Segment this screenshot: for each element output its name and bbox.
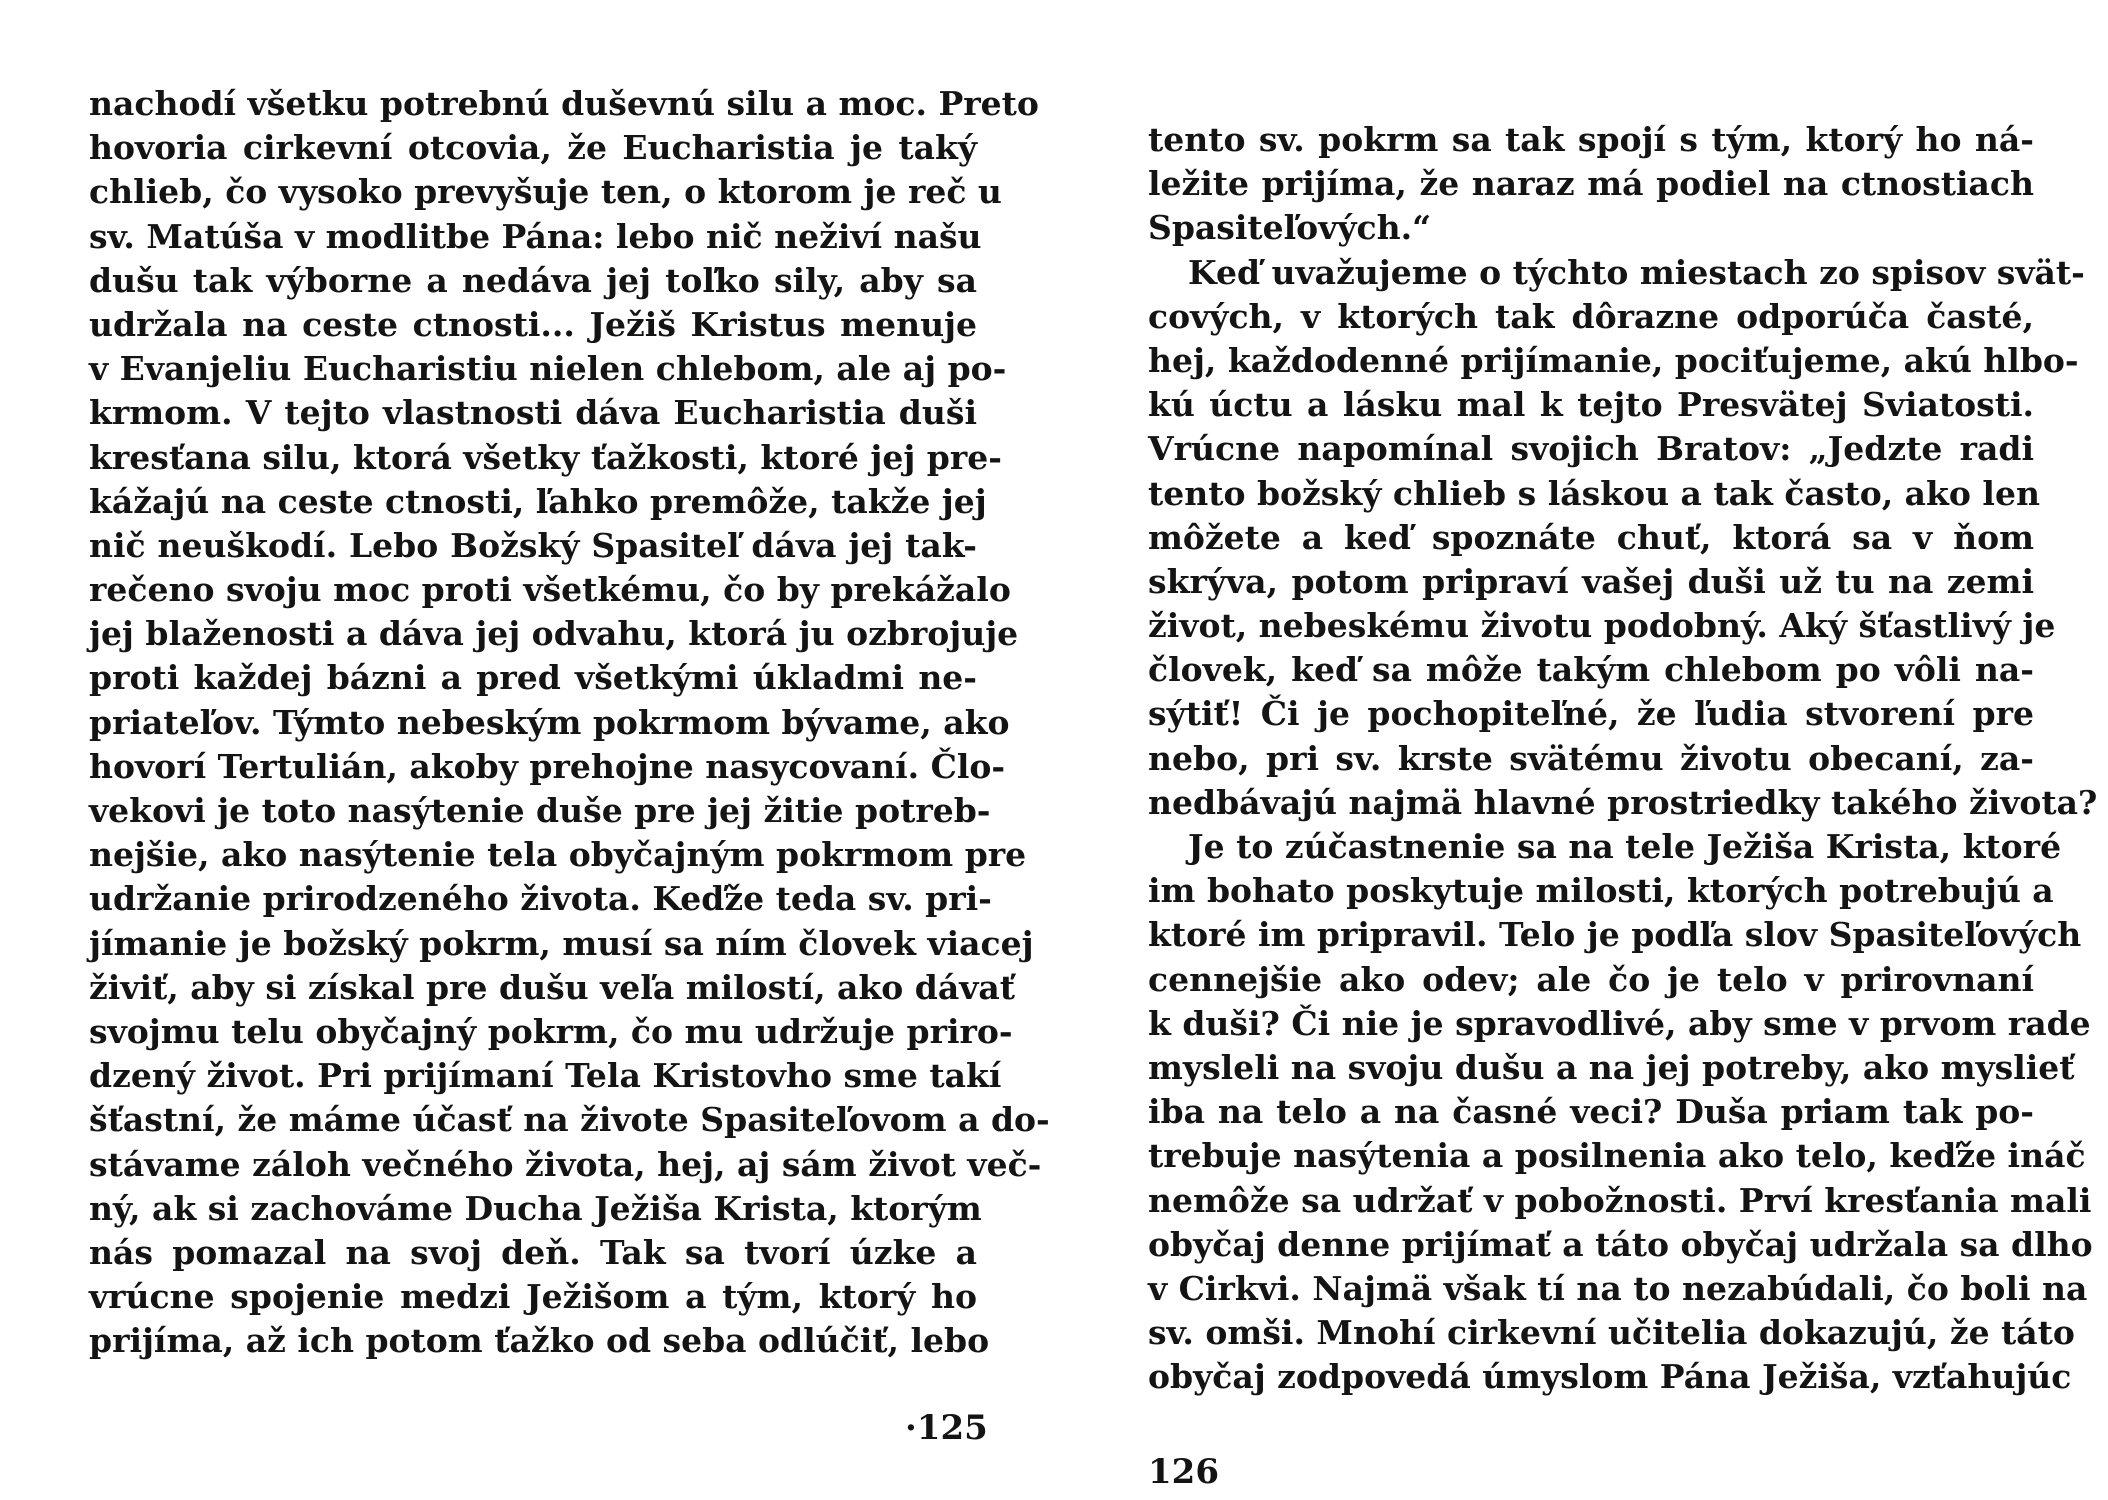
text-line: kú úctu a lásku mal k tejto Presvätej Sviatosti. — [1148, 385, 2034, 425]
text-line: chlieb, čo vysoko prevyšuje ten, o ktorom je reč u — [89, 172, 1002, 212]
text-line: sv. omši. Mnohí cirkevní učitelia dokazujú, že táto — [1148, 1313, 2075, 1353]
text-line: život, nebeskému životu podobný. Aký šťastlivý je — [1148, 606, 2056, 646]
text-line: k duši? Či nie je spravodlivé, aby sme v prvom rade — [1148, 1003, 2091, 1043]
text-line: hovorí Tertulián, akoby prehojne nasycovaní. Člo- — [89, 746, 1006, 786]
text-line: udržanie prirodzeného života. Keďže teda sv. pri- — [89, 879, 992, 919]
text-line: priateľov. Týmto nebeským pokrmom bývame, ako — [89, 702, 1010, 742]
text-line: vrúcne spojenie medzi Ježišom a tým, ktorý ho — [89, 1277, 977, 1317]
text-line: nebo, pri sv. krste svätému životu obecaní, za- — [1148, 738, 2034, 778]
text-line: jímanie je božský pokrm, musí sa ním človek viacej — [89, 923, 1034, 963]
text-line: udržala na ceste ctnosti... Ježiš Kristus menuje — [89, 304, 977, 344]
text-line: Spasiteľových.“ — [1148, 208, 1432, 248]
text-line: nedbávajú najmä hlavné prostriedky takého života? — [1148, 782, 2098, 822]
text-line: svojmu telu obyčajný pokrm, čo mu udržuje priro- — [89, 1011, 1013, 1051]
text-line: tento božský chlieb s láskou a tak často, ako len — [1148, 473, 2040, 513]
text-line: dzený život. Pri prijímaní Tela Kristovho sme takí — [89, 1056, 1002, 1096]
text-line: nič neuškodí. Lebo Božský Spasiteľ dáva jej tak- — [89, 525, 977, 565]
text-line: trebuje nasýtenia a posilnenia ako telo, keďže ináč — [1148, 1136, 2086, 1176]
text-line: tento sv. pokrm sa tak spojí s tým, ktorý ho ná- — [1148, 120, 2034, 159]
text-line: Keď uvažujeme o týchto miestach zo spisov svät- — [1188, 252, 2085, 292]
text-line: cennejšie ako odev; ale čo je telo v prirovnaní — [1148, 959, 2034, 999]
text-line: im bohato poskytuje milosti, ktorých potrebujú a — [1148, 871, 2054, 911]
text-line: v Cirkvi. Najmä však tí na to nezabúdali, čo boli na — [1148, 1268, 2088, 1308]
text-line: človek, keď sa môže takým chlebom po vôli na- — [1148, 650, 2034, 690]
page-number: 126 — [1148, 1452, 1219, 1492]
text-line: jej blaženosti a dáva jej odvahu, ktorá ju ozbrojuje — [89, 614, 1019, 654]
text-line: Vrúcne napomínal svojich Bratov: „Jedzte radi — [1148, 429, 2034, 469]
text-line: krmom. V tejto vlastnosti dáva Eucharistia duši — [89, 393, 977, 433]
text-line: môžete a keď spoznáte chuť, ktorá sa v ňom — [1148, 517, 2034, 557]
text-line: kresťana silu, ktorá všetky ťažkosti, ktoré jej pre- — [89, 437, 1002, 477]
right-page-text — [1148, 118, 2098, 1399]
text-line: skrýva, potom pripraví vašej duši už tu na zemi — [1148, 561, 2034, 601]
text-line: vekovi je toto nasýtenie duše pre jej žitie potreb- — [89, 791, 991, 830]
text-line: nejšie, ako nasýtenie tela obyčajným pokrmom pre — [89, 835, 1027, 875]
text-line: nás pomazal na svoj deň. Tak sa tvorí úzke a — [89, 1232, 977, 1272]
text-line: cových, v ktorých tak dôrazne odporúča časté, — [1148, 296, 2034, 336]
text-line: iba na telo a na časné veci? Duša priam tak po- — [1148, 1092, 2034, 1132]
text-line: stávame záloh večného života, hej, aj sám život več- — [89, 1144, 1042, 1184]
text-line: ležite prijíma, že naraz má podiel na ctnostiach — [1148, 164, 2034, 204]
text-line: hovoria cirkevní otcovia, že Eucharistia je taký — [89, 128, 977, 168]
text-line: sv. Matúša v modlitbe Pána: lebo nič neživí našu — [89, 216, 982, 256]
text-line: rečeno svoju moc proti všetkému, čo by prekážalo — [89, 570, 1011, 610]
text-line: ktoré im pripravil. Telo je podľa slov Spasiteľových — [1148, 915, 2082, 955]
text-line: mysleli na svoju dušu a na jej potreby, ako myslieť — [1148, 1047, 2075, 1087]
text-line: nemôže sa udržať v pobožnosti. Prví kresťania mali — [1148, 1180, 2092, 1220]
text-line: dušu tak výborne a nedáva jej toľko sily, aby sa — [89, 260, 977, 300]
text-line: hej, každodenné prijímanie, pociťujeme, akú hlbo- — [1148, 340, 2079, 380]
text-line: nachodí všetku potrebnú duševnú silu a moc. Preto — [89, 84, 1039, 123]
text-line: ný, ak si zachováme Ducha Ježiša Krista, ktorým — [89, 1188, 982, 1228]
text-line: obyčaj zodpovedá úmyslom Pána Ježiša, vzťahujúc — [1148, 1357, 2072, 1397]
text-line: v Evanjeliu Eucharistiu nielen chlebom, ale aj po- — [89, 349, 1007, 389]
text-line: prijíma, až ich potom ťažko od seba odlúčiť, lebo — [89, 1321, 990, 1361]
right-page — [1054, 0, 2108, 1500]
left-page-text — [89, 82, 1050, 1363]
text-line: živiť, aby si získal pre dušu veľa milostí, ako dávať — [89, 967, 1016, 1007]
page-number: ·125 — [905, 1408, 988, 1448]
text-line: proti každej bázni a pred všetkými úkladmi ne- — [89, 658, 977, 698]
text-line: Je to zúčastnenie sa na tele Ježiša Krista, ktoré — [1188, 827, 2062, 866]
text-line: šťastní, že máme účasť na živote Spasiteľovom a do- — [89, 1100, 1050, 1140]
text-line: obyčaj denne prijímať a táto obyčaj udržala sa dlho — [1148, 1224, 2093, 1264]
text-line: kážajú na ceste ctnosti, ľahko premôže, takže jej — [89, 481, 987, 521]
text-line: sýtiť! Či je pochopiteľné, že ľudia stvorení pre — [1148, 694, 2034, 734]
